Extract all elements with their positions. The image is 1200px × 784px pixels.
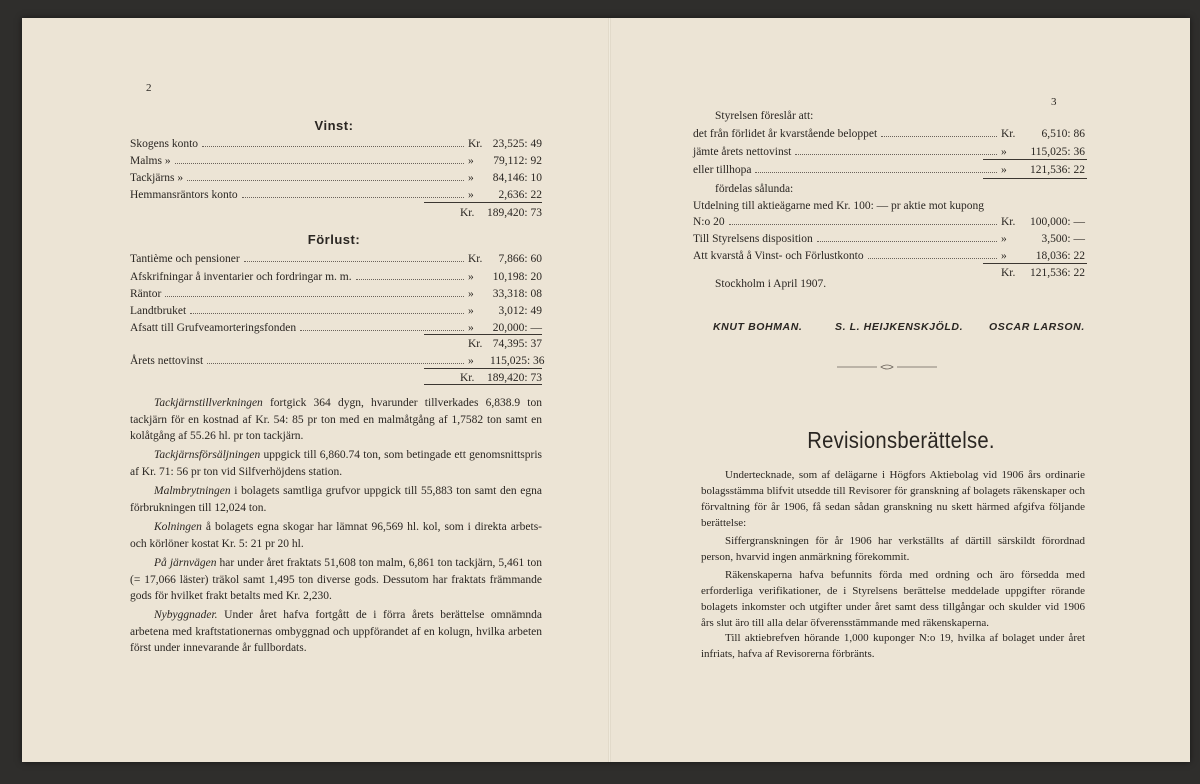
net-profit-row — [130, 353, 545, 369]
vinst-total-row — [130, 205, 542, 221]
forlust-heading: Förlust: — [307, 232, 361, 247]
distribution-row — [693, 214, 1085, 230]
proposal-intro: Styrelsen föreslår att: — [715, 110, 814, 122]
vinst-row — [130, 136, 542, 152]
row-amount: 10,198: 20 — [492, 271, 542, 283]
row-amount: 7,866: 60 — [498, 253, 542, 265]
right-page — [611, 18, 1190, 762]
row-currency: Kr. — [460, 372, 475, 384]
row-amount: 79,112: 92 — [493, 155, 542, 167]
row-label: Malms » — [130, 155, 171, 167]
row-currency: » — [468, 355, 474, 367]
sum-line — [983, 178, 1087, 179]
row-label: Afskrifningar å inventarier och fordringar m. m. — [130, 271, 352, 283]
row-label: Årets nettovinst — [130, 355, 204, 367]
row-currency: » — [1001, 164, 1007, 176]
row-amount: 189,420: 73 — [487, 372, 542, 384]
row-amount: 3,012: 49 — [498, 305, 542, 317]
vinst-row — [130, 187, 542, 203]
row-currency: » — [468, 322, 474, 334]
row-amount: 2,636: 22 — [498, 189, 542, 201]
paragraph-tackjarnsforsaljning — [130, 447, 542, 480]
row-amount: 121,536: 22 — [1030, 164, 1085, 176]
row-amount: 6,510: 86 — [1041, 128, 1085, 140]
row-amount: 3,500: — — [1041, 233, 1085, 245]
paragraph-lead: Kolningen — [154, 521, 202, 533]
revision-paragraph — [701, 533, 1085, 565]
paragraph-text: fortgick 364 dygn, hvarunder tillverkades 6,838.9 ton tackjärn för en kostnad af Kr. 54: 85 pr ton med en malmåtgång af 1,7582 ton samt en kolåtgång af 55.26 hl. pr ton tackjärn. — [130, 397, 542, 442]
row-currency: » — [468, 172, 474, 184]
left-page — [22, 18, 608, 762]
row-currency: Kr. — [1001, 128, 1016, 140]
row-currency: » — [1001, 250, 1007, 262]
row-currency: Kr. — [468, 138, 483, 150]
row-label: N:o 20 — [693, 216, 725, 228]
paragraph-lead: Tackjärnsförsäljningen — [154, 449, 261, 461]
revision-paragraph — [701, 467, 1085, 531]
signature-larson: OSCAR LARSON. — [989, 321, 1085, 333]
revision-paragraph — [701, 567, 1085, 631]
row-label: Att kvarstå å Vinst- och Förlustkonto — [693, 250, 864, 262]
paragraph-text: Under året hafva fortgått de i förra årets berättelse omnämnda arbetena med kraftstationernas ombyggnad och uppförandet af en kolugn, hvilka arbeten först under innevarande år fullbordats. — [130, 609, 542, 654]
row-amount: 18,036: 22 — [1035, 250, 1085, 262]
row-currency: » — [468, 288, 474, 300]
sum-line — [424, 334, 542, 335]
sum-line — [983, 159, 1087, 160]
signature-heijkenskjold: S. L. HEIJKENSKJÖLD. — [835, 321, 964, 333]
paragraph-text: i bolagets samtliga grufvor uppgick till 55,883 ton samt den egna förbrukningen till 12,024 ton. — [130, 485, 542, 514]
row-amount: 23,525: 49 — [492, 138, 542, 150]
revision-paragraph — [701, 630, 1085, 662]
row-label: Afsatt till Grufveamorteringsfonden — [130, 322, 297, 334]
paragraph-lead: Tackjärnstillverkningen — [154, 397, 263, 409]
paragraph-text: Undertecknade, som af delägarne i Högfors Aktiebolag vid 1906 års ordinarie bolagsstämma blifvit utsedde till Revisorer för granskning af bolagets räkenskaper och förvaltning för år 1906, få sedan sådan granskning nu skett härmed afgifva följande berättelse: — [701, 469, 1085, 529]
row-amount: 74,395: 37 — [492, 338, 542, 350]
row-currency: Kr. — [468, 253, 483, 265]
paragraph-text: å bolagets egna skogar har lämnat 96,569 hl. kol, som i direkta arbets- och körlöner kostat Kr. 5: 21 pr 20 hl. — [130, 521, 542, 550]
row-currency: Kr. — [1001, 267, 1016, 279]
row-label: jämte årets nettovinst — [693, 146, 792, 158]
page-number: 3 — [1051, 96, 1057, 108]
sum-line — [424, 202, 542, 203]
row-amount: 20,000: — — [492, 322, 542, 334]
row-label: Hemmansräntors konto — [130, 189, 238, 201]
row-currency: » — [468, 189, 474, 201]
ornament-divider — [837, 363, 937, 371]
paragraph-tackjarnstillverkning — [130, 395, 542, 445]
forlust-row — [130, 269, 542, 285]
forlust-row — [130, 286, 542, 302]
page-number: 2 — [146, 82, 152, 94]
row-amount: 84,146: 10 — [492, 172, 542, 184]
paragraph-nybyggnader — [130, 607, 542, 657]
distribution-row — [693, 231, 1085, 247]
paragraph-lead: På järnvägen — [154, 557, 217, 569]
row-label: Till Styrelsens disposition — [693, 233, 813, 245]
distribution-intro: fördelas sålunda: — [715, 183, 794, 195]
paragraph-text: Till aktiebrefven hörande 1,000 kuponger N:o 19, hvilka af bolaget under året infriats, hafva af Revisorerna förbränts. — [701, 632, 1085, 660]
paragraph-jarnvag — [130, 555, 542, 605]
paragraph-text: har under året fraktats 51,608 ton malm, 6,861 ton tackjärn, 5,461 ton (= 17,066 läster) träkol samt 1,495 ton diverse gods. Dessutom har fraktats främmande gods för hvilket frakt betalts med Kr. 2,230. — [130, 557, 542, 602]
signature-bohman: KNUT BOHMAN. — [713, 321, 803, 333]
forlust-row — [130, 251, 542, 267]
document-spread — [22, 18, 1190, 762]
paragraph-lead: Malmbrytningen — [154, 485, 231, 497]
row-amount: 189,420: 73 — [487, 207, 542, 219]
forlust-subtotal-row — [130, 336, 542, 352]
distribution-row — [693, 248, 1085, 264]
row-amount: 33,318: 08 — [492, 288, 542, 300]
row-label: det från förlidet år kvarstående beloppet — [693, 128, 878, 140]
paragraph-malmbrytning — [130, 483, 542, 516]
paragraph-text: Siffergranskningen för år 1906 har verkställts af därtill särskildt förordnad person, hvarvid ingen anmärkning förekommit. — [701, 535, 1085, 563]
sum-line — [983, 263, 1087, 264]
row-currency: Kr. — [460, 207, 475, 219]
row-label: eller tillhopa — [693, 164, 752, 176]
row-label: Skogens konto — [130, 138, 199, 150]
vinst-row — [130, 170, 542, 186]
row-amount: 121,536: 22 — [1030, 267, 1085, 279]
vinst-row — [130, 153, 542, 169]
row-currency: » — [1001, 233, 1007, 245]
forlust-row — [130, 303, 542, 319]
vinst-heading: Vinst: — [314, 118, 354, 133]
row-currency: Kr. — [468, 338, 483, 350]
proposal-row — [693, 126, 1085, 142]
paragraph-text: uppgick till 6,860.74 ton, som betingade ett genomsnittspris af Kr. 71: 56 pr ton vid Silfverhöjdens station. — [130, 449, 542, 478]
row-currency: » — [468, 305, 474, 317]
row-currency: » — [468, 271, 474, 283]
row-label: Tantième och pensioner — [130, 253, 240, 265]
revision-title: Revisionsberättelse. — [807, 427, 995, 453]
row-currency: » — [468, 155, 474, 167]
row-amount: 100,000: — — [1030, 216, 1085, 228]
paragraph-text: Räkenskaperna hafva befunnits förda med ordning och äro försedda med erforderliga verifikationer, de i Styrelsens berättelse meddelade uppgifter rörande bolagets inkomster och utgifter under året samt dess tillgångar och skulder vid 1906 års slut äro till alla delar öfverensstämmande med räkenskaperna. — [701, 569, 1085, 629]
distribution-line: Utdelning till aktieägarne med Kr. 100: — pr aktie mot kupong — [693, 200, 984, 212]
row-amount: 115,025: 36 — [490, 355, 545, 367]
proposal-row — [693, 162, 1085, 178]
sum-line — [424, 368, 542, 369]
proposal-row — [693, 144, 1085, 160]
paragraph-lead: Nybyggnader. — [154, 609, 218, 621]
row-label: Räntor — [130, 288, 162, 300]
paragraph-kolning — [130, 519, 542, 552]
row-currency: Kr. — [1001, 216, 1016, 228]
row-currency: » — [1001, 146, 1007, 158]
row-amount: 115,025: 36 — [1030, 146, 1085, 158]
row-label: Landtbruket — [130, 305, 187, 317]
sum-line — [424, 384, 542, 385]
row-label: Tackjärns » — [130, 172, 184, 184]
place-date: Stockholm i April 1907. — [715, 278, 827, 290]
